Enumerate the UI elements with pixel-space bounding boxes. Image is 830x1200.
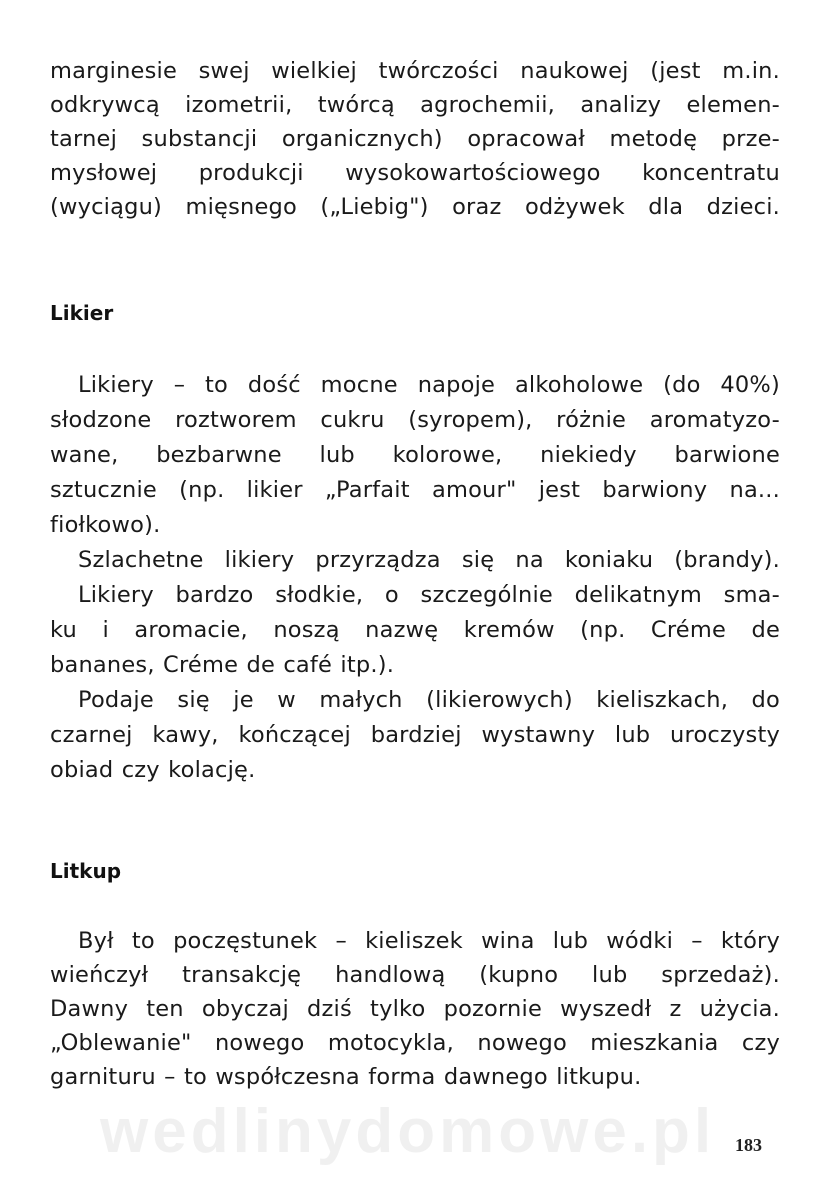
- likier-line: Likiery – to dość mocne napoje alkoholowe (do 40%): [78, 372, 780, 398]
- likier-line: wane, bezbarwne lub kolorowe, niekiedy barwione: [50, 442, 780, 468]
- likier-line: czarnej kawy, kończącej bardziej wystawny lub uroczysty: [50, 722, 780, 748]
- likier-line: ku i aromacie, noszą nazwę kremów (np. Créme de: [50, 617, 780, 643]
- likier-line: bananes, Créme de café itp.).: [50, 652, 395, 678]
- intro-line: (wyciągu) mięsnego („Liebig") oraz odżywek dla dzieci.: [50, 194, 780, 220]
- likier-line: Likiery bardzo słodkie, o szczególnie delikatnym sma-: [78, 582, 780, 608]
- intro-line: mysłowej produkcji wysokowartościowego koncentratu: [50, 160, 780, 186]
- litkup-line: wieńczył transakcję handlową (kupno lub sprzedaż).: [50, 962, 780, 988]
- litkup-line: Dawny ten obyczaj dziś tylko pozornie wyszedł z użycia.: [50, 996, 780, 1022]
- litkup-line: „Oblewanie" nowego motocykla, nowego mieszkania czy: [50, 1030, 780, 1056]
- intro-line: odkrywcą izometrii, twórcą agrochemii, analizy elemen-: [50, 92, 780, 118]
- likier-line: słodzone roztworem cukru (syropem), różnie aromatyzo-: [50, 407, 780, 433]
- likier-line: fiołkowo).: [50, 512, 161, 538]
- likier-line: Szlachetne likiery przyrządza się na koniaku (brandy).: [78, 547, 780, 573]
- likier-line: obiad czy kolację.: [50, 757, 256, 783]
- watermark: wedlinydomowe.pl: [100, 1097, 716, 1166]
- likier-line: sztucznie (np. likier „Parfait amour" jest barwiony na...: [50, 477, 780, 503]
- intro-line: tarnej substancji organicznych) opracował metodę prze-: [50, 126, 780, 152]
- section-heading-likier: Likier: [50, 301, 114, 325]
- intro-line: marginesie swej wielkiej twórczości naukowej (jest m.in.: [50, 58, 780, 84]
- page-number: 183: [735, 1135, 762, 1155]
- litkup-line: garnituru – to współczesna forma dawnego litkupu.: [50, 1064, 642, 1090]
- litkup-line: Był to poczęstunek – kieliszek wina lub wódki – który: [78, 928, 780, 954]
- section-heading-litkup: Litkup: [50, 859, 122, 883]
- likier-line: Podaje się je w małych (likierowych) kieliszkach, do: [78, 687, 780, 713]
